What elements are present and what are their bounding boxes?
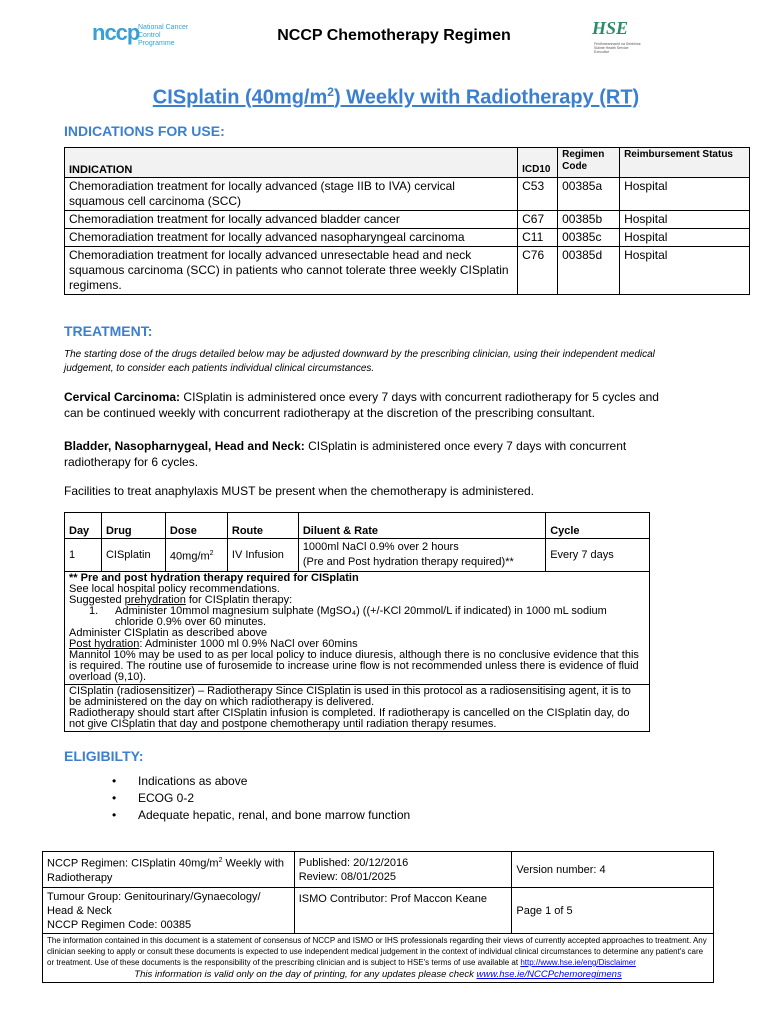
col-dose: Dose xyxy=(165,513,227,539)
col-route: Route xyxy=(227,513,298,539)
cervical-carcinoma-text: Cervical Carcinoma: CISplatin is administered once every 7 days with concurrent radiotherapy for 5 cycles and can be continued weekly with concurrent radiotherapy at the discretion of the prescribing consultant. xyxy=(64,390,659,420)
disclaimer-link[interactable]: http://www.hse.ie/eng/Disclaimer xyxy=(520,958,636,967)
col-reimbursement: Reimbursement Status xyxy=(620,148,750,178)
eligibility-heading: ELIGIBILTY: xyxy=(64,748,144,764)
diluent-cell: 1000ml NaCl 0.9% over 2 hours (Pre and Post hydration therapy required)** xyxy=(298,539,545,572)
footer-disclaimer: The information contained in this document is a statement of consensus of NCCP and ISMO or IHS professionals regarding their views of currently accepted approaches to treatment. Any clinician seeking to apply or consult these documents is expected to use independent medical judgement in the context of individual clinical circumstances to determine any patient's care or treatment. Use of these documents is the responsibility of the prescribing clinician and is subject to HSE's terms of use available at http://www.hse.ie/eng/Disclaimer This information is valid only on the day of printing, for any updates please check www.hse.ie/NCCPchemoregimens xyxy=(43,934,714,983)
col-diluent: Diluent & Rate xyxy=(298,513,545,539)
hse-logo-mark: HSE xyxy=(592,18,629,38)
col-day: Day xyxy=(65,513,102,539)
table-row: Chemoradiation treatment for locally advanced nasopharyngeal carcinoma C11 00385c Hospital xyxy=(65,229,750,247)
treatment-heading: TREATMENT: xyxy=(64,323,153,339)
list-item: • ECOG 0-2 xyxy=(112,790,410,807)
hydration-note: ** Pre and post hydration therapy required for CISplatin See local hospital policy recommendations. Suggested prehydration for CISplatin therapy: 1. Administer 10mmol magnesium sulphate (MgSO₄) ((+/-KCl 20mmol/L if indicated) in 1000 mL sodium chloride 0.9% over 60 minutes. Administer CISplatin as described above Post hydration: Administer 1000 ml 0.9% NaCl over 60mins Mannitol 10% may be used to as per local policy to induce diuresis, although there is no conclusive evidence that this is required. The routine use of furosemide to increase urine flow is not recommended unless there is evidence of fluid overload (9,10). xyxy=(65,572,650,685)
radiosensitizer-note: CISplatin (radiosensitizer) – Radiotherapy Since CISplatin is used in this protocol as a radiosensitising agent, it is to be administered on the day on which radiotherapy is delivered. Radiotherapy should start after CISplatin infusion is completed. If radiotherapy is cancelled on the CISplatin day, do not give CISplatin that day and postpone chemotherapy until radiation therapy resumes. xyxy=(65,685,650,732)
col-indication: INDICATION xyxy=(65,148,518,178)
table-row: Chemoradiation treatment for locally advanced unresectable head and neck squamous carcinoma (SCC) in patients who cannot tolerate three weekly CISplatin regimens. C76 00385d Hospital xyxy=(65,247,750,295)
regimen-title: CISplatin $(40mg/m^2)$ Weekly with Radiotherapy (RT) xyxy=(152,85,640,109)
footer-page: Page 1 of 5 xyxy=(512,888,714,934)
footer-table xyxy=(42,851,714,983)
footer-version: Version number: 4 xyxy=(512,852,714,888)
eligibility-list xyxy=(112,773,410,824)
list-item: • Indications as above xyxy=(112,773,410,790)
nccp-logo-text: National Cancer Control Programme xyxy=(138,24,189,47)
footer-regimen-name: NCCP Regimen: CISplatin $40mg/m^2$ Weekly with Radiotherapy xyxy=(43,852,295,888)
col-regimen-code: Regimen Code xyxy=(558,148,620,178)
indications-heading: INDICATIONS FOR USE: xyxy=(64,123,225,139)
dose-adjustment-note: The starting dose of the drugs detailed below may be adjusted downward by the prescribing clinician, using their independent medical judgement, to consider each patients individual clinical circumstances. xyxy=(64,349,655,374)
bladder-head-neck-text: Bladder, Nasopharnygeal, Head and Neck: CISplatin is administered once every 7 days with concurrent radiotherapy for 6 cycles. xyxy=(64,439,627,469)
drug-table xyxy=(64,512,650,732)
chemo-regimens-link[interactable]: www.hse.ie/NCCPchemoregimens xyxy=(476,969,622,980)
indications-table xyxy=(64,147,750,295)
col-cycle: Cycle xyxy=(546,513,650,539)
footer-ismo: ISMO Contributor: Prof Maccon Keane xyxy=(294,888,512,934)
footer-tumour-group: Tumour Group: Genitourinary/Gynaecology/ Head & Neck NCCP Regimen Code: 00385 xyxy=(43,888,295,934)
table-row: Chemoradiation treatment for locally advanced bladder cancer C67 00385b Hospital xyxy=(65,211,750,229)
header-title: NCCP Chemotherapy Regimen xyxy=(277,27,511,44)
col-drug: Drug xyxy=(101,513,165,539)
list-item: • Adequate hepatic, renal, and bone marrow function xyxy=(112,807,410,824)
col-icd10: ICD10 xyxy=(518,148,558,178)
hse-logo-text: Feidhmeannacht na Seirbhíse Sláinte Health Service Executive xyxy=(594,42,641,54)
hse-logo xyxy=(584,18,644,54)
nccp-logo-mark: nccp xyxy=(92,20,140,45)
table-row: Chemoradiation treatment for locally advanced (stage IIB to IVA) cervical squamous cell carcinoma (SCC) C53 00385a Hospital xyxy=(65,178,750,211)
table-row: 1 CISplatin $40mg/m^2$ IV Infusion 1000ml NaCl 0.9% over 2 hours (Pre and Post hydration therapy required)** Every 7 days xyxy=(65,539,650,572)
footer-dates: Published: 20/12/2016 Review: 08/01/2025 xyxy=(294,852,512,888)
anaphylaxis-warning: Facilities to treat anaphylaxis MUST be present when the chemotherapy is administered. xyxy=(64,484,535,498)
dose-cell: $40mg/m^2$ xyxy=(165,539,227,572)
